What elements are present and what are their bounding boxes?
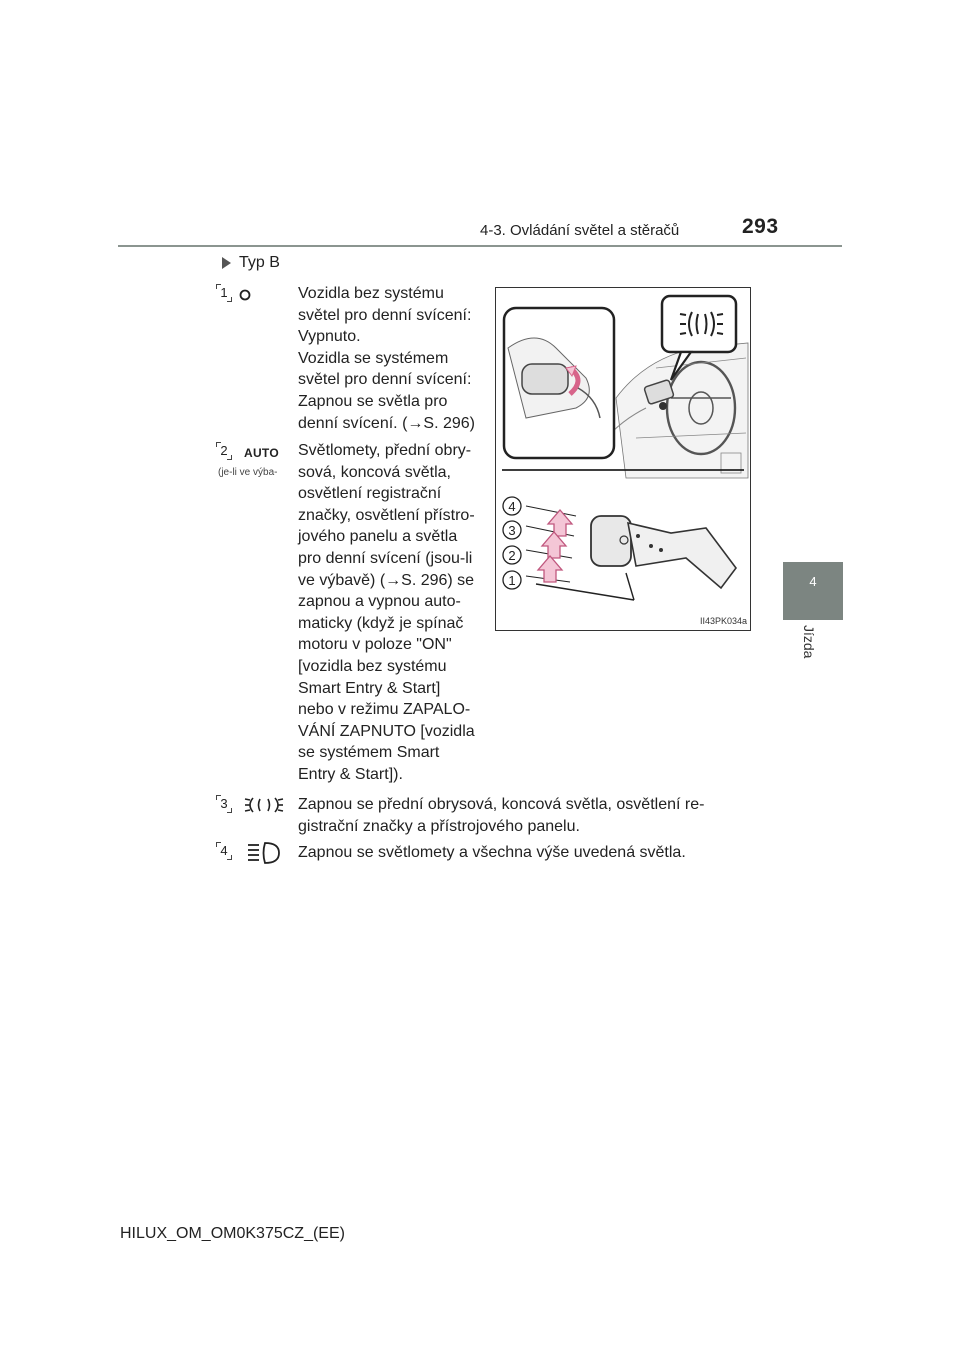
item-2-line: VÁNÍ ZAPNUTO [vozidla (298, 722, 475, 740)
headlights-icon (246, 841, 280, 865)
chapter-label: Jízda (801, 625, 817, 659)
item-2-line: nebo v režimu ZAPALO- (298, 701, 471, 719)
item-1-text (298, 283, 478, 434)
document-id: HILUX_OM_OM0K375CZ_(EE) (120, 1225, 345, 1242)
item-2-line: osvětlení registrační (298, 485, 442, 503)
item-number-1: 1 (217, 285, 231, 301)
lever-scene (503, 497, 736, 600)
item-2-line: se systémem Smart (298, 744, 440, 762)
triangle-bullet-icon (222, 257, 231, 269)
item-3-line: Zapnou se přední obrysová, koncová světla, osvětlení re- (298, 796, 705, 813)
item-2-line: jového panelu a světla (298, 528, 458, 546)
page-number: 293 (742, 215, 779, 238)
item-number-3: 3 (217, 796, 231, 812)
light-switch-illustration (496, 288, 750, 630)
type-heading (222, 254, 280, 272)
off-circle-icon (238, 288, 252, 302)
item-4-text (298, 842, 744, 864)
item-2-line: [vozidla bez systému (298, 657, 447, 675)
item-2-line: motoru v poloze "ON" (298, 636, 452, 654)
item-2-line: značky, osvětlení přístro- (298, 506, 475, 524)
side-lights-icon (244, 794, 284, 816)
item-2-line: sová, koncová světla, (298, 463, 451, 481)
callout-1: 1 (508, 573, 516, 588)
header-rule (118, 245, 842, 247)
item-2-line: maticky (když je spínač (298, 614, 464, 632)
auto-label: AUTO (244, 446, 279, 460)
item-3-text (298, 794, 744, 837)
auto-note: (je-li ve výba- (218, 467, 278, 478)
item-1-line: Vypnuto. (298, 328, 361, 346)
callout-4: 4 (508, 499, 516, 514)
item-number-4: 4 (217, 843, 231, 859)
item-1-line: světel pro denní svícení: (298, 306, 472, 324)
item-2-text (298, 440, 478, 786)
item-1-line: Zapnou se světla pro (298, 392, 448, 410)
item-1-line: světel pro denní svícení: (298, 371, 472, 389)
item-2-line: zapnou a vypnou auto- (298, 593, 461, 611)
figure-code: II43PK034a (700, 616, 748, 626)
illustration-frame (495, 287, 751, 631)
item-number-2: 2 (217, 443, 231, 459)
item-2-line: ve výbavě) (→S. 296) se (298, 571, 475, 589)
item-1-line: denní svícení. (→S. 296) (298, 414, 475, 432)
item-2-line: Entry & Start]). (298, 765, 403, 783)
chapter-tab (783, 562, 843, 620)
callout-2: 2 (508, 548, 516, 563)
chapter-label-wrap (793, 625, 829, 680)
callout-3: 3 (508, 523, 516, 538)
item-1-line: Vozidla bez systému (298, 285, 444, 302)
type-label: Typ B (239, 254, 280, 271)
item-3-line: gistrační značky a přístrojového panelu. (298, 817, 580, 835)
item-2-line: pro denní svícení (jsou-li (298, 549, 473, 567)
item-4-line: Zapnou se světlomety a všechna výše uvedená světla. (298, 844, 686, 861)
chapter-number: 4 (809, 574, 817, 589)
item-1-line: Vozidla se systémem (298, 349, 449, 367)
hand-inset (504, 308, 614, 458)
section-title: 4-3. Ovládání světel a stěračů (480, 222, 680, 239)
item-2-line: Smart Entry & Start] (298, 679, 441, 697)
item-2-line: Světlomety, přední obry- (298, 442, 472, 459)
